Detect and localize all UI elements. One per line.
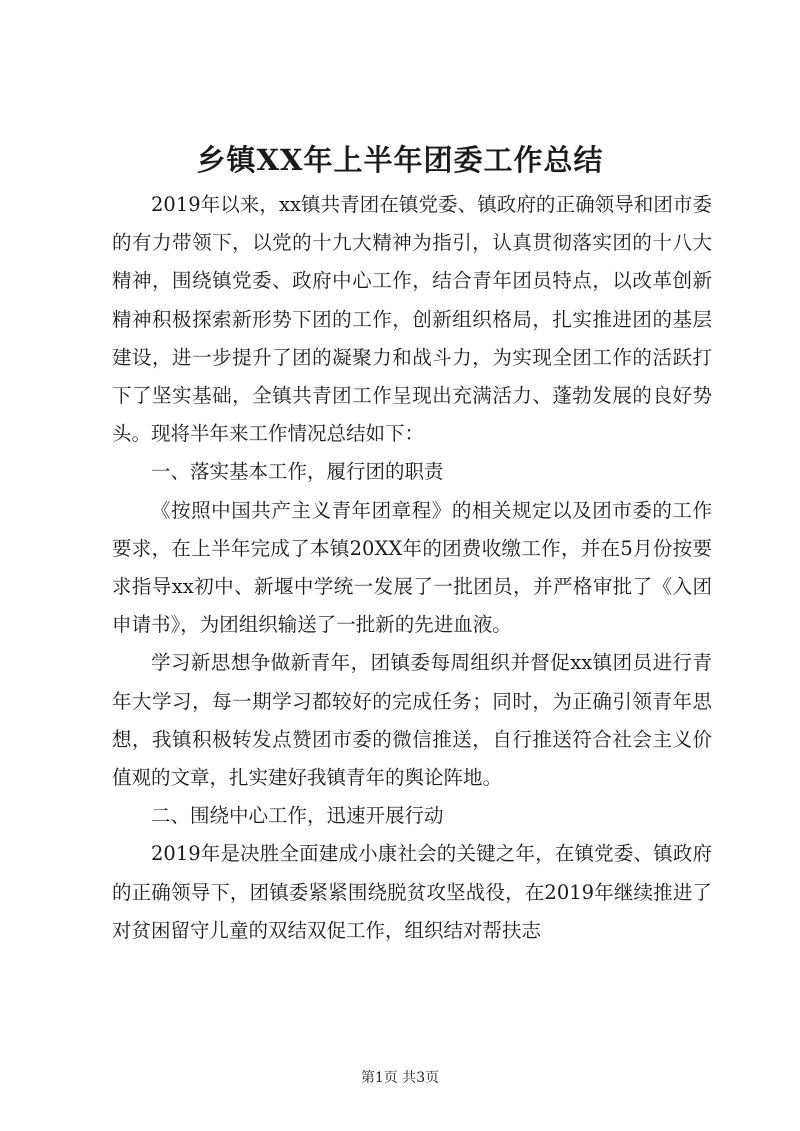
document-body xyxy=(112,186,712,950)
section-heading-1: 一、落实基本工作，履行团的职责 xyxy=(151,460,444,484)
body-paragraph-3: 学习新思想争做新青年，团镇委每周组织并督促xx镇团员进行青年大学习，每一期学习都较好的完成任务；同时，为正确引领青年思想，我镇积极转发点赞团市委的微信推送，自行推送符合社会主义价值观的文章，扎实建好我镇青年的舆论阵地。 xyxy=(112,651,712,790)
body-paragraph-2: 《按照中国共产主义青年团章程》的相关规定以及团市委的工作要求，在上半年完成了本镇20XX年的团费收缴工作，并在5月份按要求指导xx初中、新堰中学统一发展了一批团员，并严格审批了《入团申请书》，为团组织输送了一批新的先进血液。 xyxy=(112,498,712,637)
section-heading-2: 二、围绕中心工作，迅速开展行动 xyxy=(151,804,444,828)
body-paragraph-5: 2019年是决胜全面建成小康社会的关键之年，在镇党委、镇政府的正确领导下，团镇委紧紧围绕脱贫攻坚战役，在2019年继续推进了对贫困留守儿童的双结双促工作，组织结对帮扶志 xyxy=(112,842,712,942)
intro-paragraph: 2019年以来，xx镇共青团在镇党委、镇政府的正确领导和团市委的有力带领下，以党的十九大精神为指引，认真贯彻落实团的十八大精神，围绕镇党委、政府中心工作，结合青年团员特点，以改革创新精神积极探索新形势下团的工作，创新组织格局，扎实推进团的基层建设，进一步提升了团的凝聚力和战斗力，为实现全团工作的活跃打下了坚实基础，全镇共青团工作呈现出充满活力、蓬勃发展的良好势头。现将半年来工作情况总结如下： xyxy=(112,193,712,446)
page-footer: 第1页 共3页 xyxy=(360,1070,440,1086)
document-title: 乡镇XX年上半年团委工作总结 xyxy=(196,143,604,177)
